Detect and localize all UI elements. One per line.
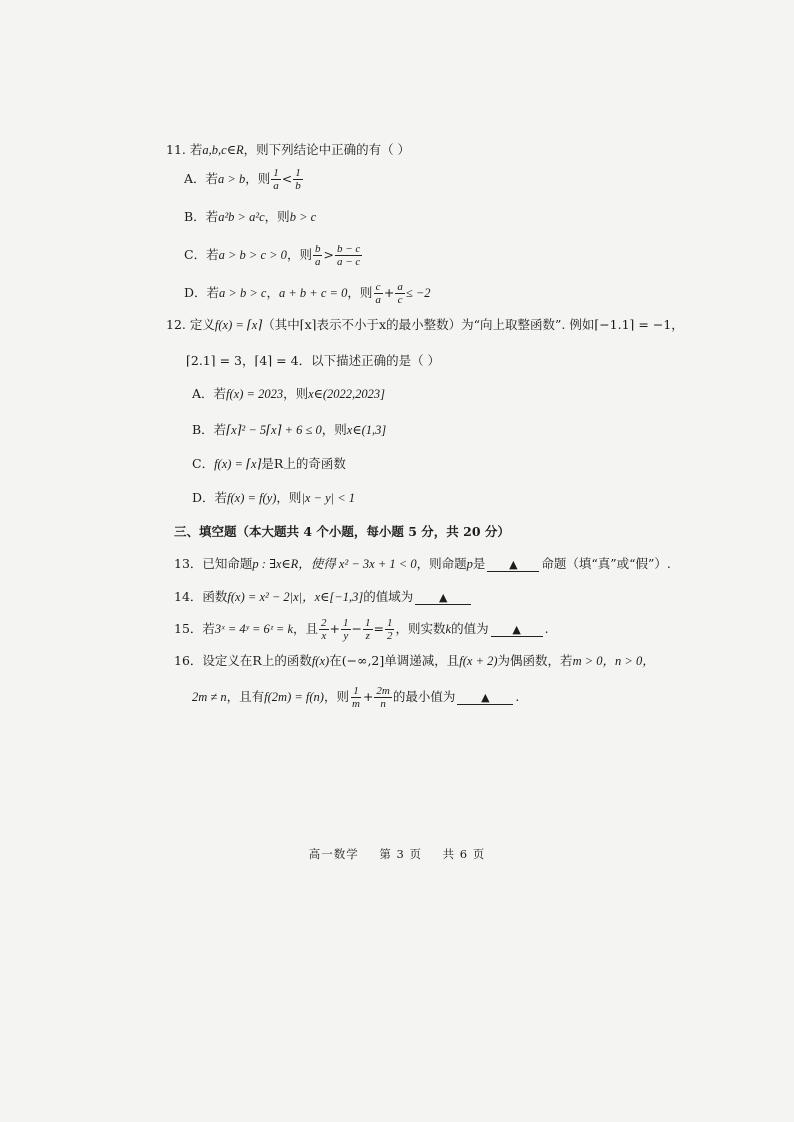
q13: 13．已知命题p : ∃x∈R，使得 x² − 3x + 1 < 0，则命题p是 ▲ 命题（填“真”或“假”）. <box>174 556 671 571</box>
triangle-marker-icon: ▲ <box>438 591 448 604</box>
q16-line2: 2m ≠ n，且有f(2m) = f(n)，则 $\frac{1}{m}$ + $\frac{2m}{n}$ 的最小值为 ▲ . <box>192 685 520 710</box>
q12-number: 12. <box>166 317 186 332</box>
q11-option-c: C．若a > b > c > 0，则 $\frac{b}{a}$ > $\frac{b - c}{a - c}$ <box>184 243 361 268</box>
q15: 15．若3ˣ = 4ʸ = 6ᶻ = k，且 $\frac{2}{x}$ + $\frac{1}{y}$ − $\frac{1}{z}$ = $\frac{1}{2}$ ，则实数k的值为 ▲ . <box>174 617 549 642</box>
q12-stem-line2: ⌈2.1⌉ = 3，⌈4⌉ = 4．以下描述正确的是（ ） <box>186 353 441 368</box>
footer-page-number: 第 3 页 <box>379 847 422 861</box>
q12-option-a: A．若f(x) = 2023，则x∈(2022,2023] <box>192 386 386 401</box>
q16-line1: 16．设定义在R上的函数f(x)在(−∞,2]单调递减，且f(x + 2)为偶函数，若m > 0，n > 0， <box>174 653 655 668</box>
q16-answer-blank[interactable] <box>457 690 513 705</box>
q12-option-c: C．f(x) = ⌈x⌉是R上的奇函数 <box>192 456 346 471</box>
footer-page-total: 共 6 页 <box>442 847 486 861</box>
q11-option-d: D．若a > b > c，a + b + c = 0，则 $\frac{c}{a}$ + $\frac{a}{c}$ ≤ −2 <box>184 281 431 306</box>
q12-option-b: B．若⌈x⌉² − 5⌈x⌉ + 6 ≤ 0，则x∈(1,3] <box>192 422 387 437</box>
q11-option-b: B．若a²b > a²c，则b > c <box>184 209 317 224</box>
q12-option-d: D．若f(x) = f(y)，则|x − y| < 1 <box>192 490 356 505</box>
triangle-marker-icon: ▲ <box>509 558 518 571</box>
q14: 14．函数f(x) = x² − 2|x|，x∈[−1,3]的值域为 ▲ <box>174 588 473 606</box>
triangle-marker-icon: ▲ <box>512 623 521 636</box>
q11-option-a: A．若a > b，则 $\frac{1}{a}$ < $\frac{1}{b}$ <box>184 167 301 192</box>
q12-stem-line1: 12. 定义f(x) = ⌈x⌉（其中⌈x⌉表示不小于x的最小整数）为“向上取整函数”. 例如⌈−1.1⌉ = −1， <box>166 317 684 332</box>
footer-subject: 高一数学 <box>308 847 359 861</box>
q11-number: 11. <box>166 142 186 157</box>
triangle-marker-icon: ▲ <box>481 691 490 704</box>
q11-stem: 11. 若a,b,c∈R，则下列结论中正确的有（ ） <box>166 142 411 157</box>
q15-answer-blank[interactable] <box>491 622 543 637</box>
q14-answer-blank[interactable] <box>415 590 471 605</box>
page-footer <box>0 846 794 862</box>
section-heading-fill-in: 三、填空题（本大题共 4 个小题，每小题 5 分，共 20 分） <box>174 524 510 539</box>
q13-answer-blank[interactable] <box>487 557 539 572</box>
